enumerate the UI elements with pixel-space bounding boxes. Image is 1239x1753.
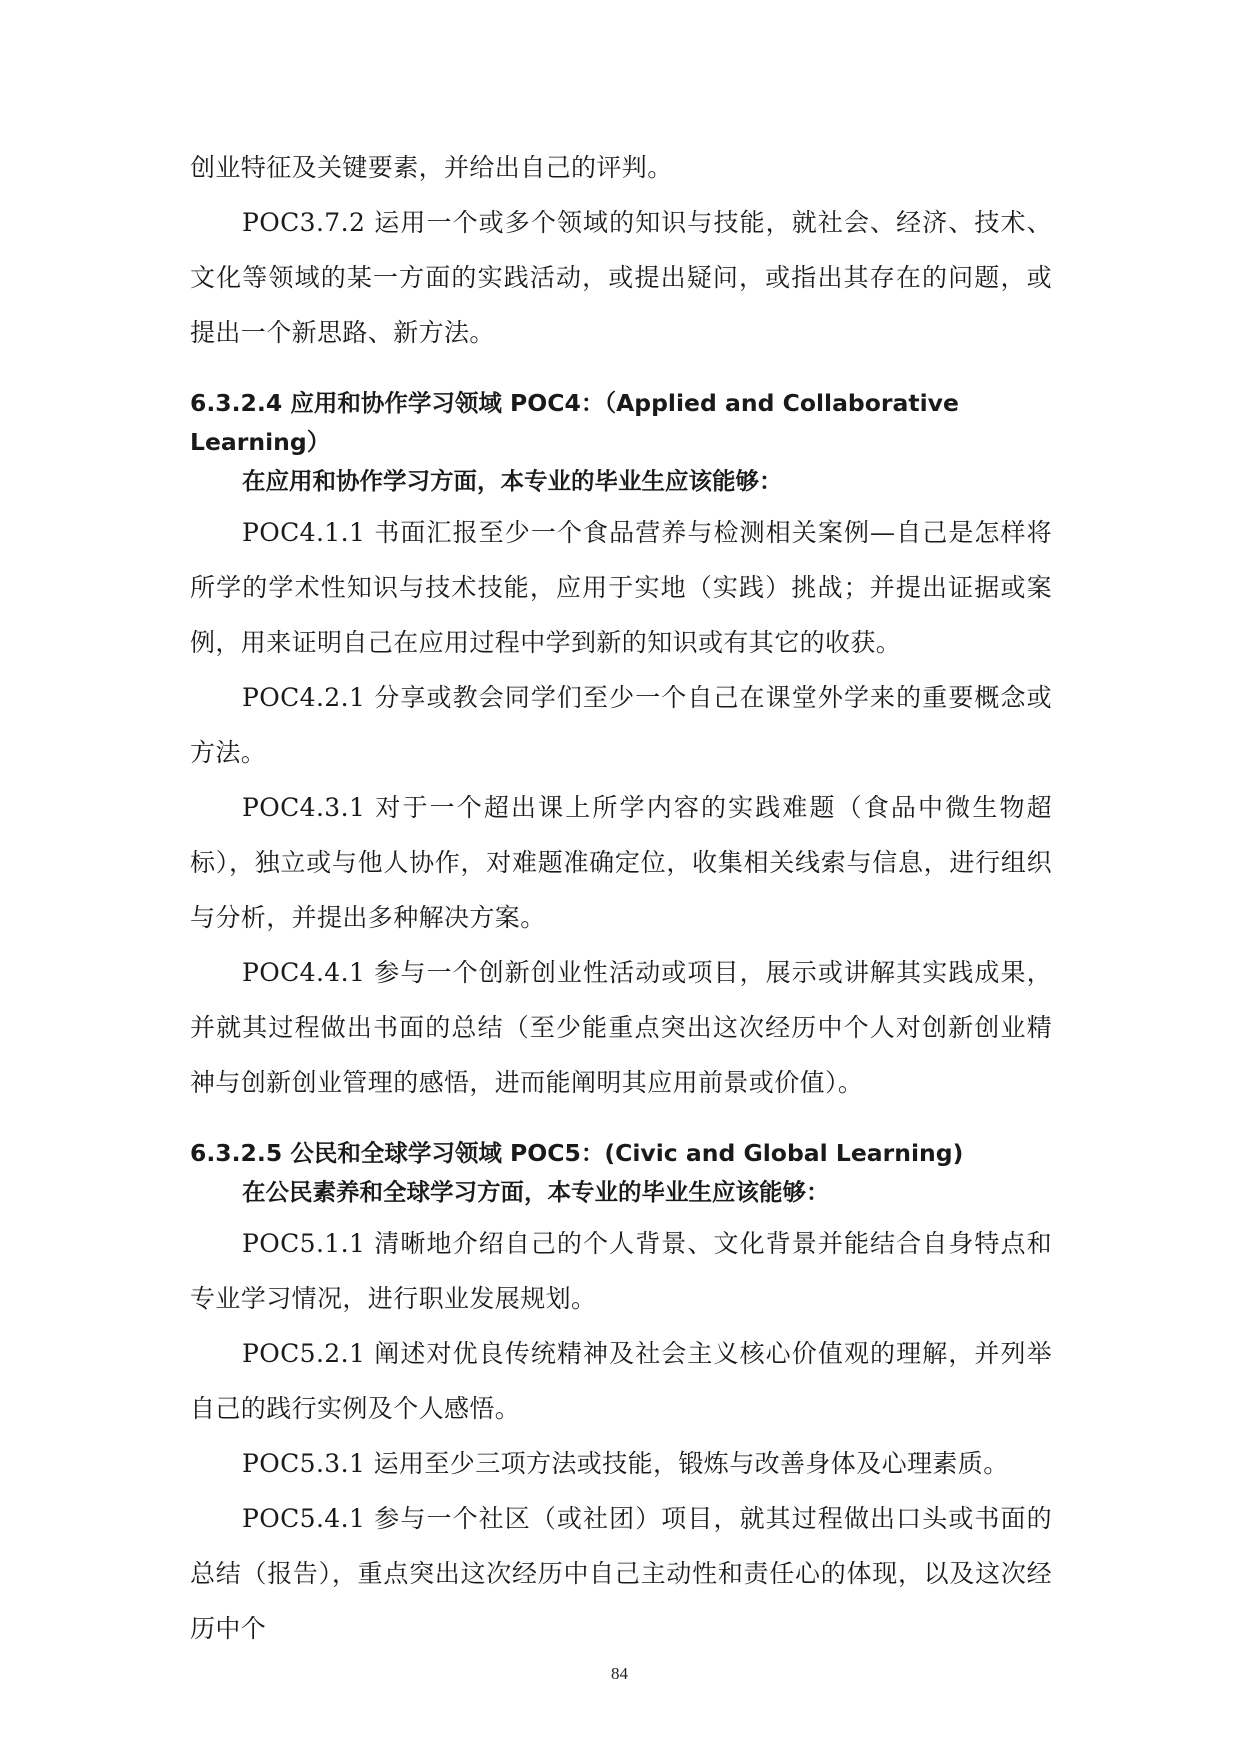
section-heading-poc4 — [190, 384, 1052, 501]
document-page — [190, 140, 1052, 1656]
section-title-poc4: 6.3.2.4 应用和协作学习领域 POC4：（Applied and Collaborative Learning） — [190, 389, 959, 456]
section-title-poc5: 6.3.2.5 公民和全球学习领域 POC5：(Civic and Global Learning) — [190, 1139, 964, 1167]
section-subtitle-poc5: 在公民素养和全球学习方面，本专业的毕业生应该能够： — [242, 1178, 830, 1206]
item-poc4-3-1: POC4.3.1 对于一个超出课上所学内容的实践难题（食品中微生物超标），独立或与他人协作，对难题准确定位，收集相关线索与信息，进行组织与分析，并提出多种解决方案。 — [190, 793, 1052, 932]
item-poc4-1-1: POC4.1.1 书面汇报至少一个食品营养与检测相关案例—自己是怎样将所学的学术性知识与技术技能，应用于实地（实践）挑战；并提出证据或案例，用来证明自己在应用过程中学到新的知识或有其它的收获。 — [190, 518, 1052, 657]
item-poc4-4-1: POC4.4.1 参与一个创新创业性活动或项目，展示或讲解其实践成果，并就其过程做出书面的总结（至少能重点突出这次经历中个人对创新创业精神与创新创业管理的感悟，进而能阐明其应用前景或价值）。 — [190, 958, 1052, 1097]
item-poc5-1-1: POC5.1.1 清晰地介绍自己的个人背景、文化背景并能结合自身特点和专业学习情况，进行职业发展规划。 — [190, 1229, 1052, 1313]
page-number: 84 — [611, 1664, 628, 1683]
body-paragraph: 创业特征及关键要素，并给出自己的评判。 — [190, 153, 673, 182]
item-poc5-4-1: POC5.4.1 参与一个社区（或社团）项目，就其过程做出口头或书面的总结（报告），重点突出这次经历中自己主动性和责任心的体现，以及这次经历中个 — [190, 1504, 1052, 1643]
item-poc5-3-1: POC5.3.1 运用至少三项方法或技能，锻炼与改善身体及心理素质。 — [242, 1449, 1009, 1478]
section-heading-poc5 — [190, 1134, 1052, 1212]
item-poc4-2-1: POC4.2.1 分享或教会同学们至少一个自己在课堂外学来的重要概念或方法。 — [190, 683, 1052, 767]
body-paragraph-poc3-7-2: POC3.7.2 运用一个或多个领域的知识与技能，就社会、经济、技术、文化等领域的某一方面的实践活动，或提出疑问，或指出其存在的问题，或提出一个新思路、新方法。 — [190, 208, 1052, 347]
section-subtitle-poc4: 在应用和协作学习方面，本专业的毕业生应该能够： — [242, 467, 783, 495]
item-poc5-2-1: POC5.2.1 阐述对优良传统精神及社会主义核心价值观的理解，并列举自己的践行实例及个人感悟。 — [190, 1339, 1052, 1423]
